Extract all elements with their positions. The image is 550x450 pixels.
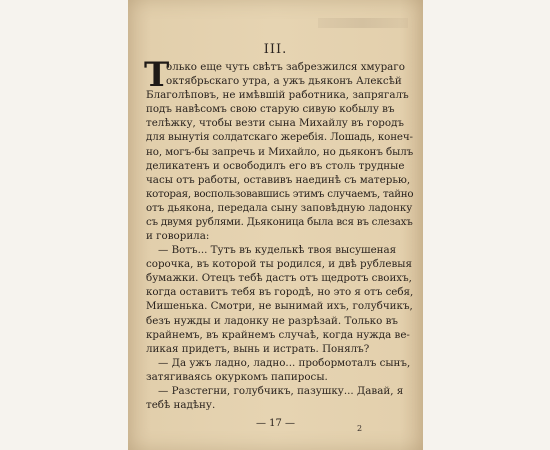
text-line: съ двумя рублями. Дьяконица была вся въ слезахъ	[146, 215, 413, 228]
text-line: Благолѣповъ, не имѣвшій работника, запрягалъ	[146, 89, 409, 102]
text-line: бумажки. Отецъ тебѣ дастъ отъ щедротъ своихъ,	[146, 272, 412, 285]
text-line: сорочка, въ которой ты родился, и двѣ рублевыя	[146, 258, 412, 271]
text-line: для вынутія солдатскаго жеребія. Лошадь, конеч-	[146, 131, 413, 144]
text-line: олько еще чуть свѣтъ забрезжился хмураго	[166, 61, 405, 73]
text-line: часы отъ работы, оставивъ наединѣ съ матерью,	[146, 173, 411, 186]
page-number: — 17 —	[255, 418, 296, 429]
show-through-text	[318, 18, 408, 28]
right-margin	[423, 0, 550, 450]
text-line: безъ нужды и ладонку не разрѣзай. Только въ	[146, 314, 398, 327]
text-line: — Разстегни, голубчикъ, пазушку... Давай, я	[158, 384, 404, 397]
left-margin	[0, 0, 128, 450]
signature-mark: 2	[357, 424, 363, 433]
text-line: октябрьскаго утра, а ужъ дьяконъ Алексѣй	[166, 75, 402, 88]
text-line: когда оставитъ тебя въ городѣ, но это я отъ себя,	[146, 286, 414, 299]
text-line: Мишенька. Смотри, не вынимай ихъ, голубчикъ,	[146, 300, 413, 313]
text-line: затягиваясь окуркомъ папиросы.	[146, 370, 328, 383]
text-line: но, могъ-бы запречь и Михайло, но дьяконъ былъ	[146, 145, 414, 158]
text-line: крайнемъ, въ крайнемъ случаѣ, когда нужда ве-	[146, 328, 410, 341]
text-line: телѣжку, чтобы везти сына Михайлу въ городъ	[146, 117, 404, 130]
text-line: — Да ужъ ладно, ладно... пробормоталъ сынъ,	[158, 356, 411, 369]
text-line: ликая придетъ, вынь и истрать. Понялъ?	[146, 342, 370, 355]
chapter-heading: III.	[263, 42, 288, 57]
drop-cap: Т	[144, 55, 170, 95]
book-page	[128, 0, 423, 450]
text-line: деликатенъ и освободилъ его въ столь трудные	[146, 159, 405, 172]
text-line: подъ навѣсомъ свою старую сивую кобылу въ	[146, 103, 395, 116]
text-line: которая, воспользовавшись этимъ случаемъ, тайно	[146, 187, 414, 200]
text-line: и говорила:	[146, 230, 210, 242]
text-line: — Вотъ... Тутъ въ куделькѣ твоя высушеная	[158, 244, 397, 257]
text-line: тебѣ надѣну.	[146, 399, 216, 411]
text-line: отъ дьякона, передала сыну заповѣдную ладонку	[146, 201, 413, 214]
